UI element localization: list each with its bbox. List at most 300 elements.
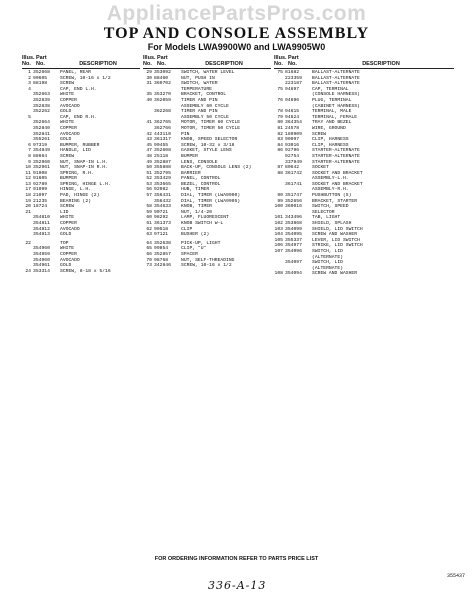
part-description: SCREW AND WASHER <box>312 271 358 277</box>
part-number: 361373 <box>154 221 171 227</box>
part-description: CLIP, "U" <box>181 246 207 252</box>
header-part <box>288 55 308 67</box>
part-number: 94697 <box>285 86 300 92</box>
header-illus-part <box>274 55 288 67</box>
header-part-no-label: No. <box>157 61 166 67</box>
part-number: 354810 <box>33 215 50 221</box>
part-description: SCREW <box>312 131 327 137</box>
illus-number: 73 <box>146 263 152 269</box>
illus-number: 6 <box>28 142 31 148</box>
part-description: CLIP, HARNESS <box>312 137 349 143</box>
page-subtitle: For Models LWA9900W0 and LWA9905W0 <box>147 42 326 52</box>
part-description: GOLD <box>60 137 72 143</box>
parts-row <box>143 263 271 269</box>
header-part <box>157 55 177 67</box>
part-description: AVOCADO <box>60 131 80 137</box>
part-description: NUT, SNAP-IN L.H. <box>60 159 108 165</box>
part-number: 361317 <box>154 137 171 143</box>
part-description: LENS, CONSOLE <box>181 159 218 165</box>
illus-number: 42 <box>146 131 152 137</box>
part-number: 81682 <box>285 70 300 75</box>
part-number: 352857 <box>154 252 171 257</box>
part-description: CAP, END R.H. <box>60 114 97 120</box>
part-description: LID <box>60 209 69 215</box>
part-description: WIRE, GROUND <box>312 125 346 131</box>
illus-number: 12 <box>25 176 31 182</box>
illus-number: 21 <box>25 209 31 215</box>
part-description: SOCKET AND BRACKET <box>312 170 363 176</box>
header-part-no-label: No. <box>36 61 45 67</box>
part-description: MOTOR, TIMER 50 CYCLE <box>181 125 241 131</box>
part-description: PANEL, REAR <box>60 70 91 75</box>
part-description: WHITE <box>60 246 75 252</box>
illus-number: 29 <box>146 70 152 75</box>
part-number: 360016 <box>285 204 302 210</box>
part-number: 90455 <box>154 142 169 148</box>
part-description: (CONSOLE HARNESS) <box>312 92 360 98</box>
part-number: 90605 <box>33 75 48 81</box>
part-number: 353868 <box>285 221 302 227</box>
part-description: KNOB SWITCH W-L <box>181 221 224 227</box>
illus-number: 53 <box>146 181 152 187</box>
part-description: TAB, LIGHT <box>312 215 341 221</box>
part-description: PAD, HINGE (2) <box>60 193 100 199</box>
illus-number: 24 <box>25 268 31 274</box>
part-description: (ALTERNATE) <box>312 254 343 260</box>
illus-number: 81 <box>277 125 283 131</box>
illus-number: 56 <box>146 187 152 193</box>
part-description: BUMPER <box>60 176 77 182</box>
part-number: 88460 <box>154 75 169 81</box>
part-description: GOLD <box>60 232 72 238</box>
part-number: 189909 <box>285 131 302 137</box>
part-description: SPRING, R.H. <box>60 170 94 176</box>
header-description-label: DESCRIPTION <box>362 61 400 67</box>
part-description: COPPER <box>60 125 77 131</box>
part-description: BRACKET, STARTER <box>312 198 358 204</box>
part-number: 352840 <box>33 125 50 131</box>
part-number: 91908 <box>33 170 48 176</box>
part-description: SOCKET AND BRACKET <box>312 181 363 187</box>
header-illus-label: Illus. <box>143 55 156 61</box>
part-number: 356432 <box>154 198 171 204</box>
part-description: SCREW, 10-16 x 1/2 <box>181 263 232 269</box>
illus-number: 107 <box>274 249 283 254</box>
part-description: PLUG, TERMINAL <box>312 97 352 103</box>
part-description: SWITCH, LID <box>312 249 343 254</box>
header-no-label: No. <box>274 61 283 67</box>
part-description: DIAL, TIMER (LWA9900) <box>181 193 241 199</box>
part-number: 88198 <box>33 81 48 87</box>
illus-number: 49 <box>146 159 152 165</box>
part-description: MOTOR, TIMER 60 CYCLE <box>181 120 241 126</box>
illus-number: 86 <box>277 148 283 154</box>
illus-number: 82 <box>277 131 283 137</box>
part-number: 92796 <box>285 148 300 154</box>
illus-number: 57 <box>146 193 152 199</box>
part-description: TRAY AND BEZEL <box>312 120 352 126</box>
part-description: GASKET, STYLE LENS <box>181 148 232 154</box>
illus-number: 19 <box>25 198 31 204</box>
illus-number: 62 <box>146 226 152 232</box>
part-description: COPPER <box>60 221 77 227</box>
part-description: STRIKE, LID SWITCH <box>312 243 363 249</box>
header-description-label: DESCRIPTION <box>205 61 243 67</box>
illus-number: 75 <box>277 86 283 92</box>
part-number: 360702 <box>154 81 171 87</box>
illus-number: 17 <box>25 187 31 193</box>
parts-column-2 <box>143 55 271 269</box>
part-number: 354959 <box>33 252 50 257</box>
part-number: 352663 <box>33 92 50 98</box>
part-number: 98768 <box>154 257 169 263</box>
part-number: 88664 <box>33 153 48 159</box>
part-description: ASSEMBLY-L.H. <box>312 176 349 182</box>
part-description: SPACER <box>181 252 198 257</box>
part-number: 352887 <box>154 159 171 165</box>
part-description: NUT, 1/4-20 <box>181 209 212 215</box>
part-number: 92082 <box>154 187 169 193</box>
part-description: AVOCADO <box>60 226 80 232</box>
part-number: 94624 <box>285 114 300 120</box>
handwritten-page-number: 336-A-13 <box>208 579 267 592</box>
part-number: 354099 <box>285 226 302 232</box>
part-number: 352608 <box>154 148 171 154</box>
part-number: 92754 <box>285 153 300 159</box>
illus-number: 4 <box>28 86 31 92</box>
part-description: ASSEMBLY 60 CYCLE <box>181 103 229 109</box>
part-number: 361741 <box>285 181 302 187</box>
part-number: 352961 <box>33 165 50 171</box>
part-number: 362765 <box>154 120 171 126</box>
illus-number: 65 <box>146 246 152 252</box>
part-description: NUT, PUSH IN <box>181 75 215 81</box>
illus-number: 22 <box>25 240 31 246</box>
parts-row <box>22 232 140 238</box>
illus-number: 5 <box>28 114 31 120</box>
part-description: HANDLE, LID <box>60 148 91 154</box>
part-description: PANEL, CONTROL <box>181 176 221 182</box>
part-number: 352668 <box>33 70 50 75</box>
part-description: STARTER-ALTERNATE <box>312 148 360 154</box>
illus-number: 76 <box>277 97 283 103</box>
illus-number: 58 <box>146 204 152 210</box>
part-description: AVOCADO <box>60 257 80 263</box>
illus-number: 100 <box>274 204 283 210</box>
header-illus-part <box>143 55 157 67</box>
part-description: WHITE <box>60 215 75 221</box>
illus-number: 102 <box>274 221 283 227</box>
illus-number: 61 <box>146 221 152 227</box>
illus-number: 83 <box>277 137 283 143</box>
part-description: SWITCH, LID <box>312 260 343 266</box>
part-description: (ALTERNATE) <box>312 265 343 271</box>
part-number: 354094 <box>285 271 302 277</box>
column-header <box>143 55 271 69</box>
part-number: 90997 <box>285 137 300 143</box>
part-number: 342846 <box>154 263 171 269</box>
page-code: 355437 <box>447 573 466 579</box>
part-description: SPRING, HINGE L.H. <box>60 181 111 187</box>
part-number: 353270 <box>154 92 171 98</box>
illus-number: 8 <box>28 153 31 159</box>
part-description: LEVER, LID SWITCH <box>312 237 360 243</box>
part-description: SCREW AND WASHER <box>312 232 358 238</box>
part-description: SOCKET <box>312 165 329 171</box>
part-number: 24578 <box>285 125 300 131</box>
illus-number: 7 <box>28 148 31 154</box>
part-number: 352838 <box>33 103 50 109</box>
illus-number: 20 <box>25 204 31 210</box>
part-number: 362059 <box>154 97 171 103</box>
part-description: GOLD <box>60 263 72 269</box>
part-description: SCREW <box>60 204 75 210</box>
illus-number: 43 <box>146 137 152 143</box>
part-description: BARRIER <box>181 170 201 176</box>
header-no-label: No. <box>22 61 31 67</box>
part-number: 97319 <box>33 142 48 148</box>
header-illus-label: Illus. <box>22 55 35 61</box>
part-description: BACK-UP, CONSOLE LENS (2) <box>181 165 252 171</box>
illus-number: 66 <box>146 252 152 257</box>
illus-number: 88 <box>277 170 283 176</box>
part-number: 18724 <box>33 204 48 210</box>
part-number: 362268 <box>154 109 171 115</box>
illus-number: 9 <box>28 159 31 165</box>
part-description: TIMER AND PIN <box>181 109 218 115</box>
part-number: 352656 <box>285 198 302 204</box>
part-description: STARTER-ALTERNATE <box>312 159 360 165</box>
header-illus-label: Illus. <box>274 55 287 61</box>
part-description: SCREW <box>60 81 75 87</box>
watermark: AppliancePartsPros.com <box>106 2 367 25</box>
part-description: PICK-UP, LIGHT <box>181 240 221 246</box>
header-part <box>36 55 56 67</box>
illus-number: 2 <box>28 75 31 81</box>
part-number: 80642 <box>285 165 300 171</box>
part-description: ASSEMBLY-R.H. <box>312 187 349 193</box>
part-description: SCREW, 8-18 x 5/16 <box>60 268 111 274</box>
part-description: WHITE <box>60 92 75 98</box>
part-description: HINGE, L.H. <box>60 187 91 193</box>
part-number: 354097 <box>285 260 302 266</box>
illus-number: 64 <box>146 240 152 246</box>
part-description: TIMER AND PIN <box>181 97 218 103</box>
header-illus-part <box>22 55 36 67</box>
part-number: 353665 <box>154 181 171 187</box>
illus-number: 104 <box>274 232 283 238</box>
part-number: 343496 <box>285 215 302 221</box>
part-description: KNOB, TIMER <box>181 204 212 210</box>
illus-number: 87 <box>277 165 283 171</box>
part-description: SCREW, 10-32 x 3/16 <box>181 142 235 148</box>
part-number: 354960 <box>33 257 50 263</box>
illus-number: 84 <box>277 142 283 148</box>
header-part-label: Part <box>36 55 47 61</box>
part-number: 353092 <box>154 70 171 75</box>
part-description: BALLAST-ALTERNATE <box>312 70 360 75</box>
illus-number: 50 <box>146 165 152 171</box>
part-number: 355261 <box>33 137 50 143</box>
part-description: CLIP, HARNESS <box>312 142 349 148</box>
part-number: 352960 <box>33 159 50 165</box>
illus-number: 47 <box>146 148 152 154</box>
illus-number: 103 <box>274 226 283 232</box>
part-number: 352795 <box>154 170 171 176</box>
part-number: 353429 <box>154 176 171 182</box>
part-number: 21097 <box>33 193 48 199</box>
column-header <box>274 55 454 69</box>
part-description: PIN <box>181 131 190 137</box>
part-number: 21235 <box>33 198 48 204</box>
part-number: 354095 <box>285 232 302 238</box>
part-number: 354633 <box>154 204 171 210</box>
part-number: 98292 <box>154 215 169 221</box>
part-number: 92789 <box>33 181 48 187</box>
parts-row <box>143 232 271 238</box>
illus-number: 99 <box>277 198 283 204</box>
illus-number: 70 <box>146 257 152 263</box>
illus-number: 105 <box>274 237 283 243</box>
part-description: SWITCH, WATER <box>181 81 218 87</box>
illus-number: 63 <box>146 232 152 238</box>
part-description: PUSHBUTTON (5) <box>312 193 352 199</box>
part-description: WHITE <box>60 120 75 126</box>
part-number: 355337 <box>285 237 302 243</box>
part-description: KNOB, SPEED SELECTOR <box>181 137 238 143</box>
part-number: 352664 <box>33 120 50 126</box>
part-description: COPPER <box>60 252 77 257</box>
part-number: 352839 <box>33 97 50 103</box>
illus-number: 35 <box>146 92 152 98</box>
part-number: 90721 <box>154 209 169 215</box>
part-description: SWITCH, SPEED <box>312 204 349 210</box>
part-description: COPPER <box>60 97 77 103</box>
part-description: ASSEMBLY 50 CYCLE <box>181 114 229 120</box>
illus-number: 48 <box>146 153 152 159</box>
illus-number: 41 <box>146 120 152 126</box>
part-number: 352638 <box>154 240 171 246</box>
part-description: TOP <box>60 240 69 246</box>
part-number: 94696 <box>285 97 300 103</box>
part-number: 443110 <box>154 131 171 137</box>
part-description: TERMINAL, MALE <box>312 109 352 115</box>
header-part-no-label: No. <box>288 61 297 67</box>
part-number: 93016 <box>285 142 300 148</box>
illus-number <box>22 232 33 238</box>
header-part-label: Part <box>157 55 168 61</box>
illus-number: 106 <box>274 243 283 249</box>
part-description: BUMPER, RUBBER <box>60 142 100 148</box>
part-number: 362766 <box>154 125 171 131</box>
part-description: SWITCH, WATER LEVEL <box>181 70 235 75</box>
part-number: 223359 <box>285 75 302 81</box>
part-number: 25118 <box>154 153 169 159</box>
part-description: (CABINET HARNESS) <box>312 103 360 109</box>
part-description: BALLAST-ALTERNATE <box>312 81 360 87</box>
part-description: DIAL, TIMER (LWA9905) <box>181 198 241 204</box>
part-number: 91099 <box>33 187 48 193</box>
parts-column-3 <box>274 55 454 277</box>
part-number: 354096 <box>285 249 302 254</box>
part-number: 354812 <box>33 226 50 232</box>
illus-number: 45 <box>146 142 152 148</box>
part-description: BEARING (2) <box>60 198 91 204</box>
part-description: HUB, TIMER <box>181 187 210 193</box>
part-number: 354849 <box>33 148 50 154</box>
parts-row <box>22 269 140 275</box>
part-number: 352262 <box>33 109 50 115</box>
part-description: CLIP <box>181 226 193 232</box>
part-description: BEZEL, CONTROL <box>181 181 221 187</box>
illus-number: 3 <box>28 81 31 87</box>
part-number: 354813 <box>33 232 50 238</box>
part-description: BUSHER (2) <box>181 232 210 238</box>
illus-number: 31 <box>146 81 152 87</box>
part-description: SELECTOR <box>312 209 335 215</box>
part-number: 356431 <box>154 193 171 199</box>
part-description: GOLD <box>60 109 72 115</box>
part-number: 353314 <box>33 268 50 274</box>
illus-number: 18 <box>25 193 31 199</box>
header-no-label: No. <box>143 61 152 67</box>
part-number: 223187 <box>285 81 302 87</box>
part-description: STARTER-ALTERNATE <box>312 153 360 159</box>
part-number: 351747 <box>285 193 302 199</box>
illus-number: 78 <box>277 109 283 115</box>
part-description: NUT, SNAP-IN R.H. <box>60 165 108 171</box>
part-description: SCREW <box>60 153 75 159</box>
parts-column-1 <box>22 55 140 274</box>
part-number: 337949 <box>285 159 302 165</box>
parts-row <box>274 271 454 277</box>
part-description: TEMPERATURE <box>181 86 212 92</box>
part-description: NUT, SELF-THREADING <box>181 257 235 263</box>
part-description: SHIELD, LID SWITCH <box>312 226 363 232</box>
part-description: TERMINAL, FEMALE <box>312 114 358 120</box>
illus-number: 108 <box>274 271 283 277</box>
part-number: 361742 <box>285 170 302 176</box>
part-number: 354977 <box>285 243 302 249</box>
header-description-label: DESCRIPTION <box>79 61 117 67</box>
header-description <box>56 55 140 67</box>
column-header <box>22 55 140 69</box>
header-part-label: Part <box>288 55 299 61</box>
illus-number: 75 <box>277 70 283 75</box>
illus-number: 11 <box>25 170 31 176</box>
part-number: 354961 <box>33 263 50 269</box>
illus-number: 51 <box>146 170 152 176</box>
part-description: BRACKET, CONTROL <box>181 92 227 98</box>
illus-number: 13 <box>25 181 31 187</box>
illus-number: 30 <box>146 75 152 81</box>
part-description: CAP, END L.H. <box>60 86 97 92</box>
illus-number: 80 <box>277 120 283 126</box>
header-description <box>308 55 454 67</box>
part-number: 355888 <box>154 165 171 171</box>
part-description: SHIELD, SPLASH <box>312 221 352 227</box>
part-description: BALLAST-ALTERNATE <box>312 75 360 81</box>
ordering-footer: FOR ORDERING INFORMATION REFER TO PARTS PRICE LIST <box>154 556 319 562</box>
illus-number: 1 <box>28 70 31 75</box>
part-number: 90518 <box>154 226 169 232</box>
part-description: CAP, TERMINAL <box>312 86 349 92</box>
illus-number: 59 <box>146 209 152 215</box>
illus-number: 60 <box>146 215 152 221</box>
illus-number: 10 <box>25 165 31 171</box>
part-number: 91605 <box>33 176 48 182</box>
part-number: 97121 <box>154 232 169 238</box>
